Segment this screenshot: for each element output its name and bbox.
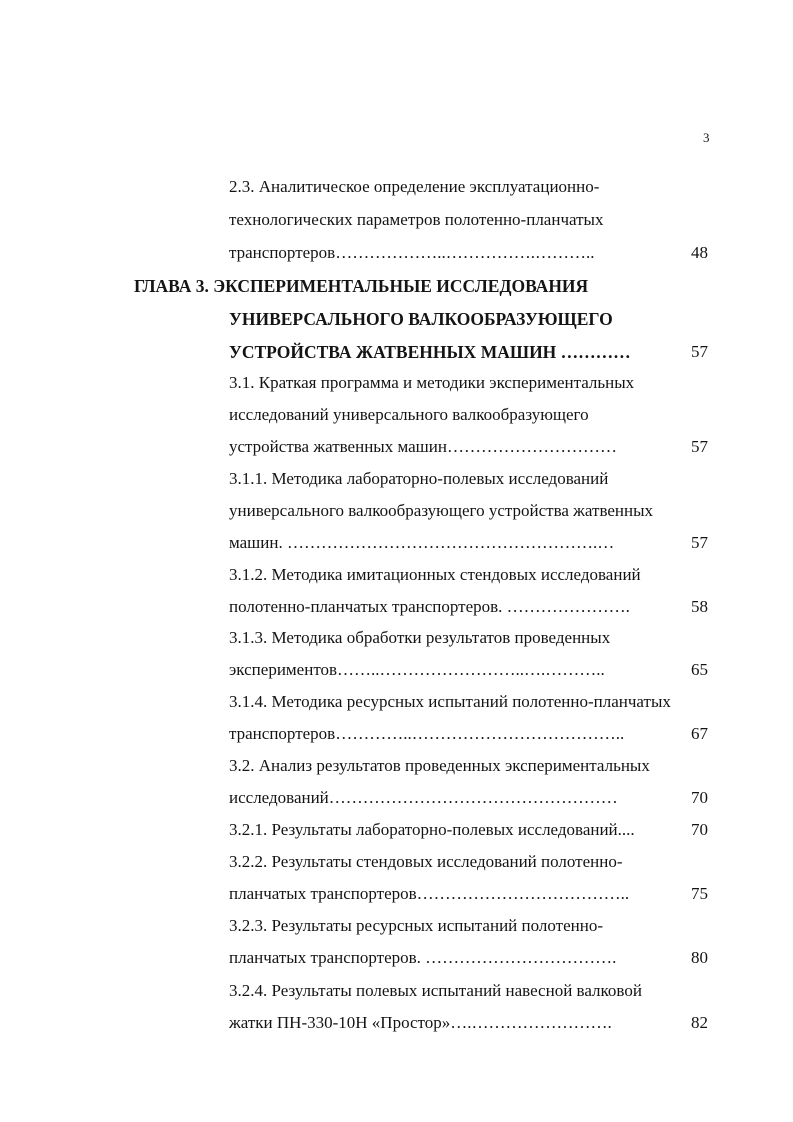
toc-line: 2.3. Аналитическое определение эксплуатационно- bbox=[229, 177, 600, 196]
toc-page-number: 48 bbox=[691, 243, 708, 262]
toc-line: технологических параметров полотенно-планчатых bbox=[229, 210, 604, 229]
toc-line: 3.2.4. Результаты полевых испытаний навесной валковой bbox=[229, 981, 642, 1000]
chapter-heading: ГЛАВА 3. ЭКСПЕРИМЕНТАЛЬНЫЕ ИССЛЕДОВАНИЯ bbox=[134, 276, 589, 296]
chapter-heading: УСТРОЙСТВА ЖАТВЕННЫХ МАШИН ………… bbox=[229, 342, 631, 362]
toc-line: исследований…………………………………………… bbox=[229, 788, 618, 807]
toc-page-number: 67 bbox=[691, 724, 708, 743]
toc-line: исследований универсального валкообразующего bbox=[229, 405, 589, 424]
page-number: 3 bbox=[703, 130, 710, 145]
toc-line: 3.2.2. Результаты стендовых исследований полотенно- bbox=[229, 852, 623, 871]
toc-page-number: 70 bbox=[691, 820, 708, 839]
toc-line: машин. ……………………………………………….… bbox=[229, 533, 615, 552]
chapter-heading: УНИВЕРСАЛЬНОГО ВАЛКООБРАЗУЮЩЕГО bbox=[229, 309, 613, 329]
toc-page-number: 57 bbox=[691, 437, 708, 456]
toc-line: жатки ПН-330-10Н «Простор»….……………………. bbox=[229, 1013, 612, 1032]
toc-line: 3.1.4. Методика ресурсных испытаний полотенно-планчатых bbox=[229, 692, 671, 711]
toc-line: 3.1.2. Методика имитационных стендовых исследований bbox=[229, 565, 641, 584]
toc-line: 3.2. Анализ результатов проведенных экспериментальных bbox=[229, 756, 650, 775]
toc-line: полотенно-планчатых транспортеров. …………………. bbox=[229, 597, 630, 616]
toc-line: устройства жатвенных машин………………………… bbox=[229, 437, 617, 456]
toc-page-number: 75 bbox=[691, 884, 708, 903]
toc-line: планчатых транспортеров. ……………………………. bbox=[229, 948, 617, 967]
toc-line: 3.2.1. Результаты лабораторно-полевых исследований.... bbox=[229, 820, 635, 839]
toc-line: планчатых транспортеров……………………………….. bbox=[229, 884, 630, 903]
toc-line: 3.1.1. Методика лабораторно-полевых исследований bbox=[229, 469, 609, 488]
toc-page-number: 57 bbox=[691, 533, 708, 552]
toc-line: экспериментов……..……………………..….……….. bbox=[229, 660, 605, 679]
toc-page-number: 80 bbox=[691, 948, 708, 967]
toc-page-number: 58 bbox=[691, 597, 708, 616]
toc-page-number: 70 bbox=[691, 788, 708, 807]
toc-line: транспортеров…………..……………………………….. bbox=[229, 724, 625, 743]
toc-line: 3.2.3. Результаты ресурсных испытаний полотенно- bbox=[229, 916, 603, 935]
toc-page-number: 65 bbox=[691, 660, 708, 679]
toc-line: 3.1.3. Методика обработки результатов проведенных bbox=[229, 628, 611, 647]
toc-line: 3.1. Краткая программа и методики экспериментальных bbox=[229, 373, 635, 392]
toc-page-number: 57 bbox=[691, 342, 708, 361]
toc-line: транспортеров………………..…………….……….. bbox=[229, 243, 595, 262]
toc-line: универсального валкообразующего устройства жатвенных bbox=[229, 501, 654, 520]
toc-page-number: 82 bbox=[691, 1013, 708, 1032]
